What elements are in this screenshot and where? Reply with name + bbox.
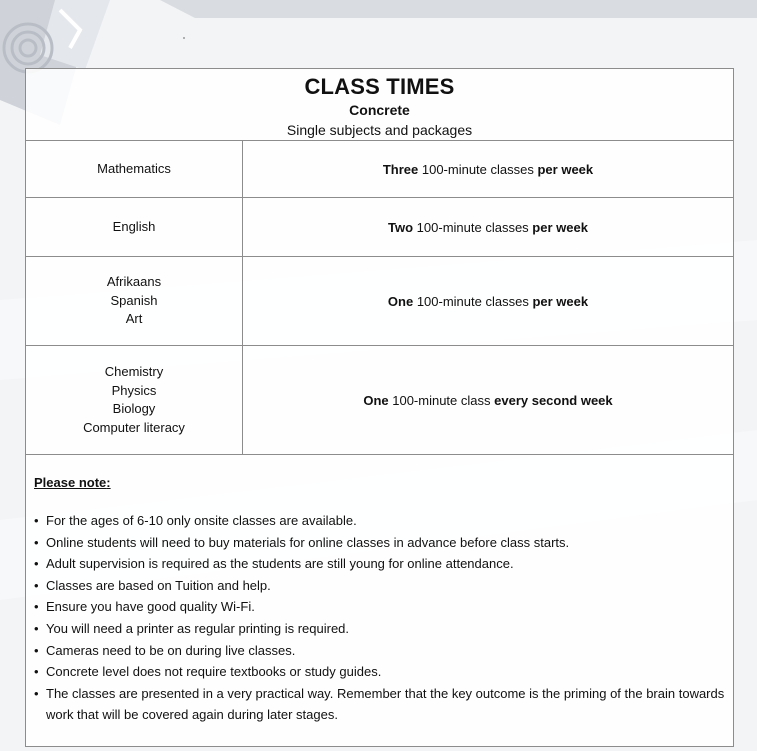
schedule-text: Two 100-minute classes per week [388,219,588,235]
level-subtitle: Concrete [349,102,410,118]
header-caption: Single subjects and packages [286,122,473,138]
schedule-cell [243,346,733,454]
subject-cell [26,257,243,345]
list-item: • You will need a printer as regular printing is required. [34,620,350,636]
subject-name: English [112,218,156,234]
class-times-card [25,68,734,747]
list-item: • Cameras need to be on during live classes. [34,642,296,658]
schedule-cell [243,198,733,256]
notes-section [26,455,733,726]
list-item: • Ensure you have good quality Wi-Fi. [34,599,255,615]
card-header [26,69,733,141]
subject-name: Art [125,311,143,327]
subject-name: Chemistry [104,364,164,379]
list-item: • The classes are presented in a very practical way. Remember that the key outcome is the priming of the brain towards work that will be covered again during later stages. [34,685,725,723]
schedule-cell [243,257,733,345]
schedule-text: Three 100-minute classes per week [382,161,594,177]
list-item: • For the ages of 6-10 only onsite classes are available. [34,513,357,528]
notes-list [34,510,725,726]
page-title: CLASS TIMES [304,74,455,99]
list-item: • Concrete level does not require textbooks or study guides. [34,664,382,680]
list-item: • Classes are based on Tuition and help. [34,577,271,593]
schedule-row-sciences [26,346,733,455]
schedule-row-mathematics [26,141,733,198]
subject-name: Spanish [110,292,158,308]
schedule-row-languages-art [26,257,733,346]
subject-cell [26,141,243,197]
subject-cell [26,198,243,256]
schedule-text: One 100-minute classes per week [387,293,589,309]
subject-name: Physics [111,382,157,398]
list-item: • Adult supervision is required as the students are still young for online attendance. [34,556,514,572]
subject-name: Computer literacy [83,419,185,435]
subject-cell [26,346,243,454]
list-item: • Online students will need to buy materials for online classes in advance before class starts. [34,534,570,550]
subject-name: Biology [112,401,156,416]
schedule-cell [243,141,733,197]
notes-heading: Please note: [34,475,111,490]
schedule-text: One 100-minute class every second week [363,392,613,408]
subject-name: Mathematics [97,160,171,176]
schedule-row-english [26,198,733,257]
subject-name: Afrikaans [106,274,162,290]
